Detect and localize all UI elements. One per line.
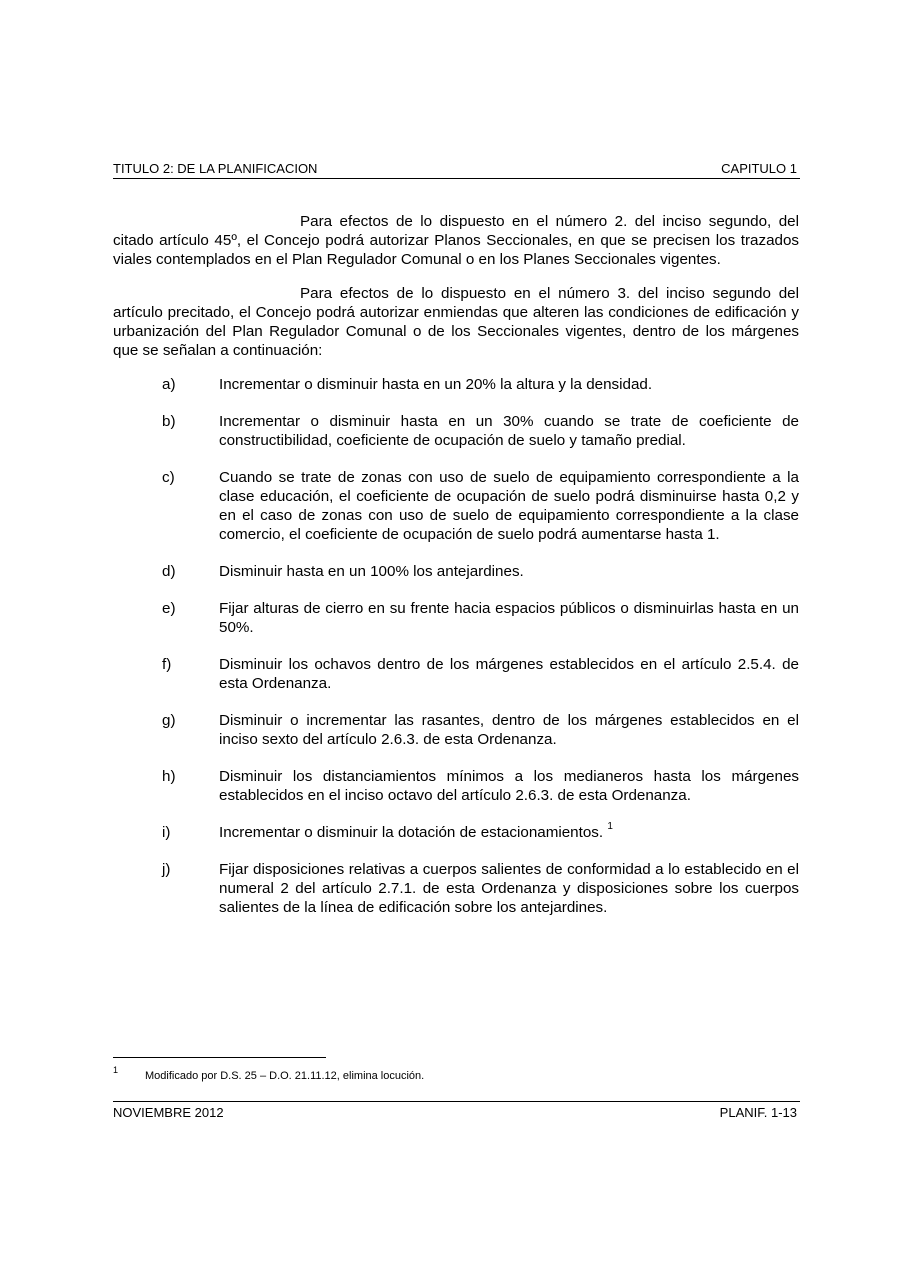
- list-item: [113, 767, 799, 805]
- page-footer: [113, 1101, 800, 1122]
- list-item: [113, 468, 799, 544]
- paragraph-text: Para efectos de lo dispuesto en el número 3. del inciso segundo del artículo precitado, el Concejo podrá autorizar enmiendas que alteren las condiciones de edificación y urbanización del Plan Regulador Comunal o de los Seccionales vigentes, dentro de los márgenes que se señalan a continuación:: [113, 285, 799, 359]
- list-item-letter: d): [162, 563, 176, 580]
- footer-page-number: PLANIF. 1-13: [719, 1105, 797, 1120]
- enumerated-list: [113, 375, 799, 917]
- footnote-text: Modificado por D.S. 25 – D.O. 21.11.12, elimina locución.: [145, 1070, 425, 1082]
- list-item-letter: c): [162, 469, 175, 486]
- list-item-text: Disminuir hasta en un 100% los antejardines.: [219, 563, 524, 580]
- list-item: [113, 860, 799, 917]
- list-item-text: Disminuir los ochavos dentro de los márgenes establecidos en el artículo 2.5.4. de esta Ordenanza.: [219, 656, 799, 692]
- paragraph-text: Para efectos de lo dispuesto en el número 2. del inciso segundo, del citado artículo 45º, el Concejo podrá autorizar Planos Seccionales, en que se precisen los trazados viales contemplados en el Plan Regulador Comunal o en los Planes Seccionales vigentes.: [113, 213, 799, 268]
- list-item-text: Disminuir o incrementar las rasantes, dentro de los márgenes establecidos en el inciso sexto del artículo 2.6.3. de esta Ordenanza.: [219, 712, 799, 748]
- list-item: [113, 599, 799, 637]
- list-item: [113, 562, 799, 581]
- document-body: [113, 212, 799, 935]
- page-header: [113, 160, 800, 179]
- paragraph: [113, 212, 799, 269]
- list-item-text: Incrementar o disminuir hasta en un 20% la altura y la densidad.: [219, 376, 653, 393]
- footnote-reference[interactable]: 1: [607, 820, 613, 832]
- list-item: [113, 711, 799, 749]
- list-item-letter: f): [162, 656, 172, 673]
- list-item-letter: e): [162, 600, 176, 617]
- list-item-text: Incrementar o disminuir hasta en un 30% cuando se trate de coeficiente de constructibilidad, coeficiente de ocupación de suelo y tamaño predial.: [219, 413, 799, 449]
- list-item-letter: g): [162, 712, 176, 729]
- list-item-letter: i): [162, 824, 171, 841]
- list-item: [113, 655, 799, 693]
- footnote-number: 1: [113, 1065, 119, 1075]
- list-item-letter: j): [162, 861, 171, 878]
- list-item-text: Cuando se trate de zonas con uso de suelo de equipamiento correspondiente a la clase educación, el coeficiente de ocupación de suelo podrá disminuirse hasta 0,2 y en el caso de zonas con uso de suelo de equipamiento correspondiente a la clase comercio, el coeficiente de ocupación de suelo podrá aumentarse hasta 1.: [219, 469, 799, 543]
- document-page: [113, 0, 800, 1280]
- list-item: [113, 820, 799, 842]
- list-item-letter: h): [162, 768, 176, 785]
- paragraph: [113, 284, 799, 360]
- list-item: [113, 375, 799, 394]
- list-item-text: Fijar alturas de cierro en su frente hacia espacios públicos o disminuirlas hasta en un 50%.: [219, 600, 799, 636]
- list-item-text: Fijar disposiciones relativas a cuerpos salientes de conformidad a lo establecido en el numeral 2 del artículo 2.7.1. de esta Ordenanza y disposiciones sobre los cuerpos salientes de la línea de edificación sobre los antejardines.: [219, 861, 799, 916]
- list-item-text: Incrementar o disminuir la dotación de estacionamientos.: [219, 824, 604, 841]
- list-item-letter: a): [162, 376, 176, 393]
- header-chapter: CAPITULO 1: [721, 161, 797, 176]
- list-item-letter: b): [162, 413, 176, 430]
- footer-date: NOVIEMBRE 2012: [113, 1105, 224, 1120]
- footnote-divider: [113, 1057, 326, 1058]
- list-item: [113, 412, 799, 450]
- list-item-text: Disminuir los distanciamientos mínimos a los medianeros hasta los márgenes establecidos en el inciso octavo del artículo 2.6.3. de esta Ordenanza.: [219, 768, 799, 804]
- header-title: TITULO 2: DE LA PLANIFICACION: [113, 161, 318, 176]
